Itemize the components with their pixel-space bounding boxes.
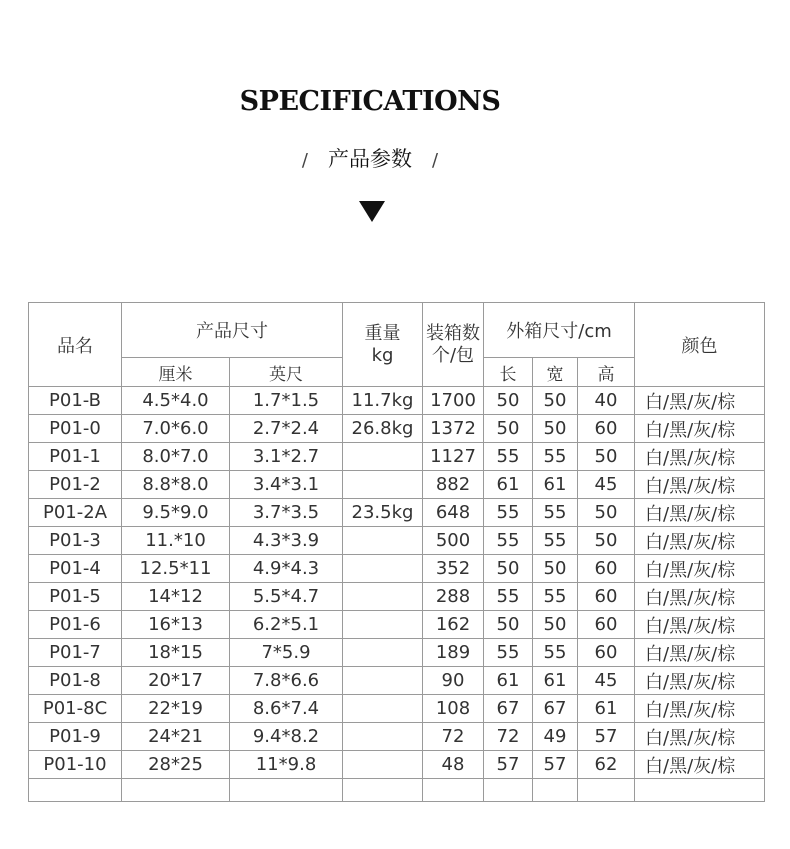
cell-height: 45 [578, 471, 635, 499]
cell-qty: 352 [423, 555, 484, 583]
cell-cm: 12.5*11 [122, 555, 230, 583]
header-width: 宽 [533, 358, 578, 387]
table-row [29, 471, 765, 499]
table-row [29, 723, 765, 751]
cell-length: 61 [484, 471, 533, 499]
header-color: 颜色 [635, 303, 765, 387]
cell-width: 67 [533, 695, 578, 723]
cell-length: 61 [484, 667, 533, 695]
table-row [29, 527, 765, 555]
cell-inch: 8.6*7.4 [230, 695, 343, 723]
cell-height: 60 [578, 611, 635, 639]
cell-name: P01-9 [29, 723, 122, 751]
spec-table [28, 302, 765, 802]
cell-cm: 7.0*6.0 [122, 415, 230, 443]
cell-qty: 288 [423, 583, 484, 611]
cell-length: 67 [484, 695, 533, 723]
cell-width: 61 [533, 667, 578, 695]
header-weight-line2: kg [371, 344, 394, 366]
table-row-empty [29, 779, 765, 802]
cell-color: 白/黑/灰/棕 [635, 751, 765, 779]
cell-length: 55 [484, 443, 533, 471]
subtitle-slash-right: / [432, 150, 439, 171]
cell-qty: 72 [423, 723, 484, 751]
cell-qty: 648 [423, 499, 484, 527]
cell-qty: 108 [423, 695, 484, 723]
cell-height: 50 [578, 443, 635, 471]
cell-height: 62 [578, 751, 635, 779]
table-row [29, 639, 765, 667]
table-row [29, 751, 765, 779]
cell-length: 55 [484, 583, 533, 611]
cell-inch: 3.7*3.5 [230, 499, 343, 527]
cell-width: 57 [533, 751, 578, 779]
cell-name: P01-2A [29, 499, 122, 527]
cell-width: 55 [533, 639, 578, 667]
cell-height: 60 [578, 639, 635, 667]
cell-color: 白/黑/灰/棕 [635, 415, 765, 443]
table-row [29, 499, 765, 527]
cell-cm: 8.8*8.0 [122, 471, 230, 499]
header-qty-line1: 装箱数 [426, 322, 480, 344]
header-weight-line1: 重量 [364, 322, 401, 344]
cell-weight [343, 527, 423, 555]
header-name: 品名 [29, 303, 122, 387]
cell-height: 60 [578, 415, 635, 443]
cell-weight [343, 443, 423, 471]
cell-name: P01-1 [29, 443, 122, 471]
cell-cm: 24*21 [122, 723, 230, 751]
cell-name: P01-10 [29, 751, 122, 779]
cell-name: P01-6 [29, 611, 122, 639]
cell-length: 55 [484, 527, 533, 555]
header-qty-line2: 个/包 [431, 344, 475, 366]
header-carton: 外箱尺寸/cm [484, 303, 635, 358]
cell-color: 白/黑/灰/棕 [635, 583, 765, 611]
cell-weight [343, 583, 423, 611]
cell-cm: 16*13 [122, 611, 230, 639]
cell-weight [343, 723, 423, 751]
cell-qty: 1372 [423, 415, 484, 443]
cell-inch: 9.4*8.2 [230, 723, 343, 751]
cell-color: 白/黑/灰/棕 [635, 695, 765, 723]
table-row [29, 443, 765, 471]
cell-weight [343, 611, 423, 639]
cell-cm: 9.5*9.0 [122, 499, 230, 527]
cell-weight [343, 639, 423, 667]
cell-weight [343, 667, 423, 695]
cell-width: 50 [533, 415, 578, 443]
cell-name: P01-8 [29, 667, 122, 695]
cell-cm: 8.0*7.0 [122, 443, 230, 471]
cell-cm: 4.5*4.0 [122, 387, 230, 415]
cell-length: 50 [484, 555, 533, 583]
cell-cm: 11.*10 [122, 527, 230, 555]
cell-color: 白/黑/灰/棕 [635, 723, 765, 751]
cell-qty: 882 [423, 471, 484, 499]
cell-cm: 20*17 [122, 667, 230, 695]
subtitle-slash-left: / [301, 150, 308, 171]
cell-color: 白/黑/灰/棕 [635, 555, 765, 583]
cell-inch: 4.9*4.3 [230, 555, 343, 583]
cell-qty: 500 [423, 527, 484, 555]
cell-width: 50 [533, 555, 578, 583]
cell-height: 60 [578, 583, 635, 611]
cell-weight: 11.7kg [343, 387, 423, 415]
cell-height: 57 [578, 723, 635, 751]
cell-name: P01-0 [29, 415, 122, 443]
cell-inch: 5.5*4.7 [230, 583, 343, 611]
header-size: 产品尺寸 [122, 303, 343, 358]
cell-width: 55 [533, 527, 578, 555]
cell-cm: 22*19 [122, 695, 230, 723]
cell-length: 50 [484, 415, 533, 443]
table-row [29, 555, 765, 583]
cell-color: 白/黑/灰/棕 [635, 527, 765, 555]
cell-color: 白/黑/灰/棕 [635, 471, 765, 499]
cell-inch: 1.7*1.5 [230, 387, 343, 415]
cell-width: 61 [533, 471, 578, 499]
cell-length: 55 [484, 639, 533, 667]
cell-cm: 18*15 [122, 639, 230, 667]
cell-weight: 23.5kg [343, 499, 423, 527]
cell-color: 白/黑/灰/棕 [635, 499, 765, 527]
header-cm: 厘米 [122, 358, 230, 387]
cell-height: 61 [578, 695, 635, 723]
cell-qty: 90 [423, 667, 484, 695]
table-row [29, 415, 765, 443]
cell-qty: 162 [423, 611, 484, 639]
page-title: SPECIFICATIONS [239, 86, 501, 117]
cell-inch: 4.3*3.9 [230, 527, 343, 555]
table-row [29, 387, 765, 415]
cell-color: 白/黑/灰/棕 [635, 639, 765, 667]
cell-weight [343, 751, 423, 779]
header-inch: 英尺 [230, 358, 343, 387]
cell-name: P01-4 [29, 555, 122, 583]
header-length: 长 [484, 358, 533, 387]
cell-inch: 3.4*3.1 [230, 471, 343, 499]
cell-name: P01-B [29, 387, 122, 415]
cell-weight [343, 695, 423, 723]
cell-length: 57 [484, 751, 533, 779]
cell-color: 白/黑/灰/棕 [635, 667, 765, 695]
cell-qty: 1127 [423, 443, 484, 471]
cell-height: 60 [578, 555, 635, 583]
cell-inch: 7*5.9 [230, 639, 343, 667]
cell-inch: 3.1*2.7 [230, 443, 343, 471]
cell-weight: 26.8kg [343, 415, 423, 443]
cell-length: 50 [484, 387, 533, 415]
subtitle-text: 产品参数 [328, 147, 412, 171]
cell-color: 白/黑/灰/棕 [635, 387, 765, 415]
table-row [29, 667, 765, 695]
cell-name: P01-2 [29, 471, 122, 499]
cell-height: 50 [578, 527, 635, 555]
cell-width: 49 [533, 723, 578, 751]
cell-width: 50 [533, 611, 578, 639]
cell-qty: 189 [423, 639, 484, 667]
header-height: 高 [578, 358, 635, 387]
cell-name: P01-8C [29, 695, 122, 723]
cell-inch: 2.7*2.4 [230, 415, 343, 443]
cell-qty: 48 [423, 751, 484, 779]
header-weight [343, 303, 423, 387]
cell-weight [343, 555, 423, 583]
cell-name: P01-3 [29, 527, 122, 555]
cell-length: 55 [484, 499, 533, 527]
cell-inch: 7.8*6.6 [230, 667, 343, 695]
cell-cm: 14*12 [122, 583, 230, 611]
page-subtitle [0, 143, 740, 173]
cell-name: P01-7 [29, 639, 122, 667]
down-triangle-icon [359, 201, 385, 222]
table-row [29, 695, 765, 723]
cell-width: 50 [533, 387, 578, 415]
cell-width: 55 [533, 443, 578, 471]
cell-cm: 28*25 [122, 751, 230, 779]
cell-color: 白/黑/灰/棕 [635, 443, 765, 471]
header-qty [423, 303, 484, 387]
cell-inch: 6.2*5.1 [230, 611, 343, 639]
table-row [29, 583, 765, 611]
cell-width: 55 [533, 499, 578, 527]
cell-inch: 11*9.8 [230, 751, 343, 779]
cell-height: 45 [578, 667, 635, 695]
cell-qty: 1700 [423, 387, 484, 415]
cell-height: 50 [578, 499, 635, 527]
cell-name: P01-5 [29, 583, 122, 611]
cell-width: 55 [533, 583, 578, 611]
cell-length: 50 [484, 611, 533, 639]
table-row [29, 611, 765, 639]
cell-height: 40 [578, 387, 635, 415]
cell-color: 白/黑/灰/棕 [635, 611, 765, 639]
cell-weight [343, 471, 423, 499]
cell-length: 72 [484, 723, 533, 751]
